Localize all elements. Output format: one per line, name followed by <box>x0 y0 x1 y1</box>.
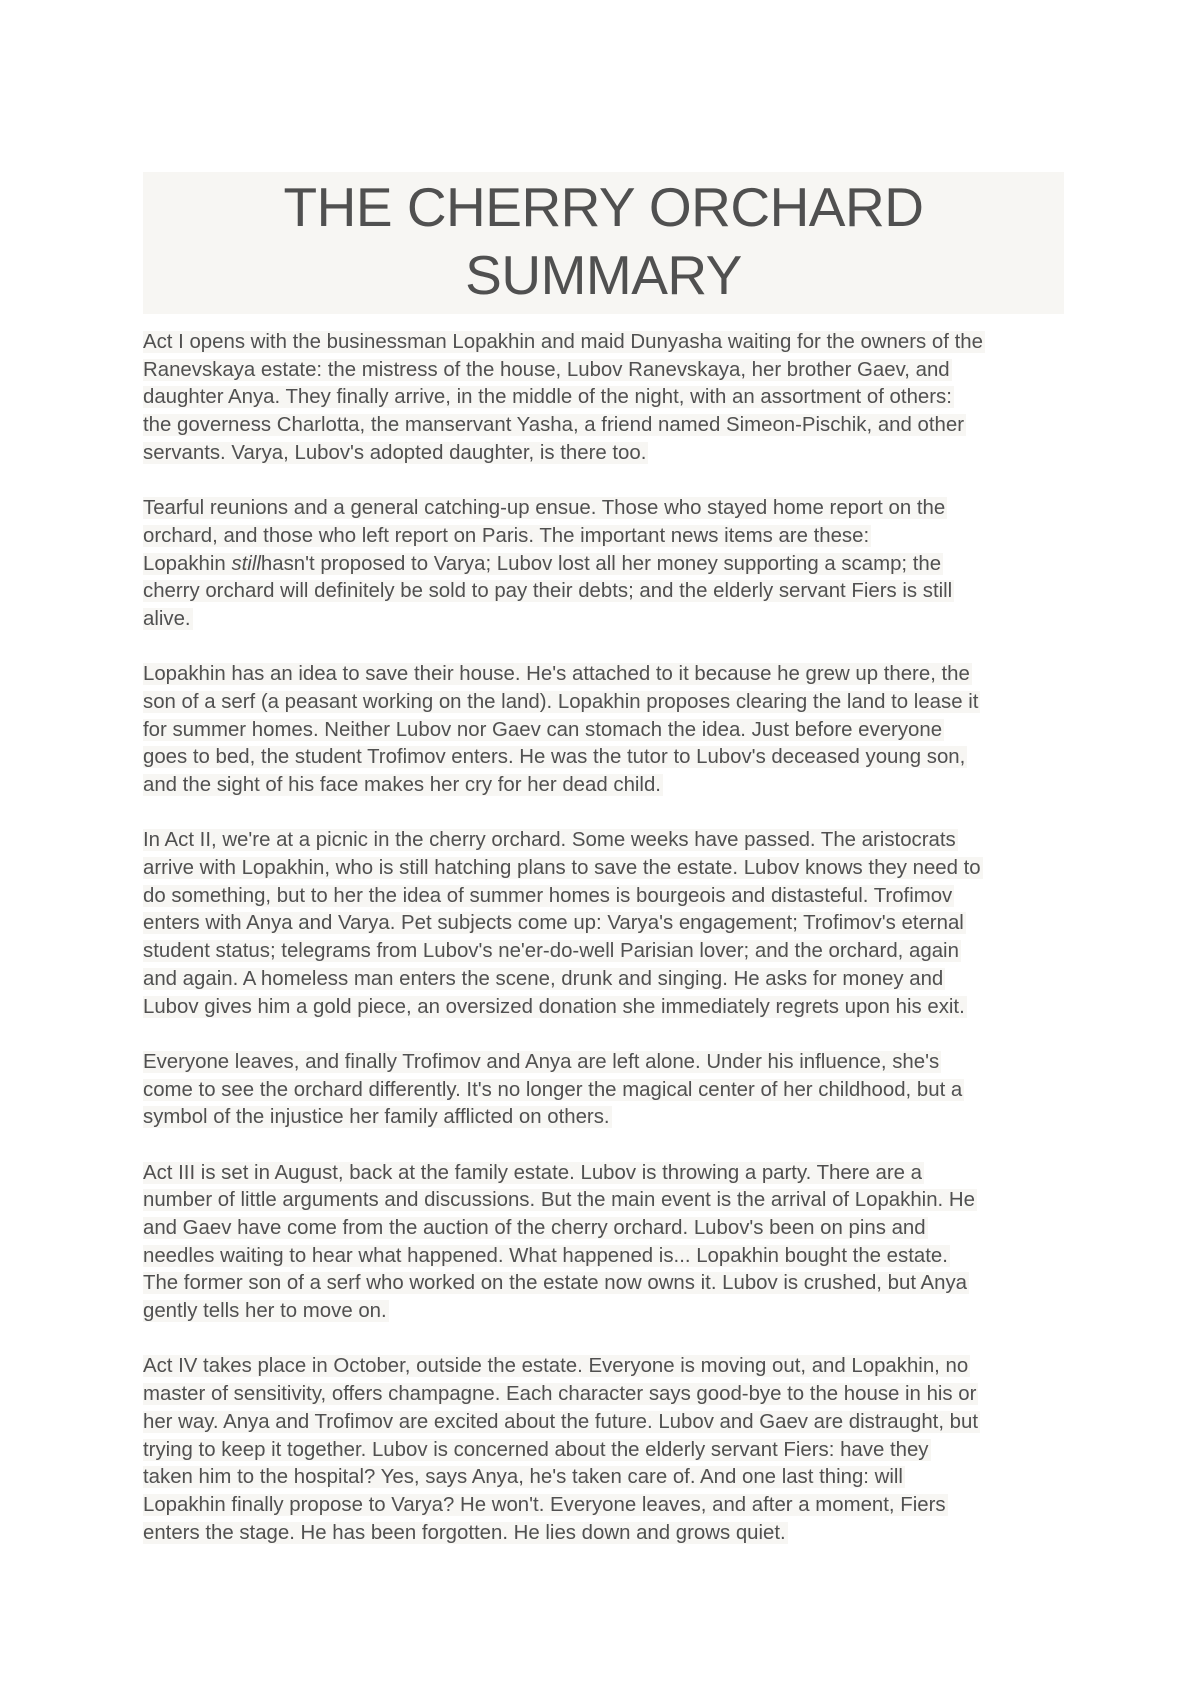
text-line: Tearful reunions and a general catching-up ensue. Those who stayed home report on the <box>143 497 946 520</box>
text-line: Act IV takes place in October, outside the estate. Everyone is moving out, and Lopakhin, no <box>143 1355 969 1378</box>
text-line: and again. A homeless man enters the scene, drunk and singing. He asks for money and <box>143 967 944 990</box>
text-line: Lopakhin has an idea to save their house. He's attached to it because he grew up there, the <box>143 663 970 686</box>
text-line: Everyone leaves, and finally Trofimov and Anya are left alone. Under his influence, she's <box>143 1050 940 1073</box>
text-line: enters with Anya and Varya. Pet subjects come up: Varya's engagement; Trofimov's eternal <box>143 912 964 935</box>
text-line: needles waiting to hear what happened. What happened is... Lopakhin bought the estate. <box>143 1244 948 1267</box>
text-line: enters the stage. He has been forgotten. He lies down and grows quiet. <box>143 1521 786 1544</box>
paragraph-act-4 <box>143 1353 1093 1547</box>
paragraph-trofimov-anya <box>143 1049 1093 1132</box>
text-line: arrive with Lopakhin, who is still hatching plans to save the estate. Lubov knows they need to <box>143 857 981 880</box>
text-line: trying to keep it together. Lubov is concerned about the elderly servant Fiers: have they <box>143 1438 929 1461</box>
text-line <box>143 551 1093 579</box>
title-line-1: THE CHERRY ORCHARD <box>283 176 924 238</box>
paragraph-act-3 <box>143 1160 1093 1326</box>
text-line: student status; telegrams from Lubov's ne'er-do-well Parisian lover; and the orchard, again <box>143 940 959 963</box>
text-line: The former son of a serf who worked on the estate now owns it. Lubov is crushed, but Anya <box>143 1272 967 1295</box>
italic-emphasis: still <box>231 552 261 575</box>
text-line: Ranevskaya estate: the mistress of the house, Lubov Ranevskaya, her brother Gaev, and <box>143 358 950 381</box>
paragraph-act-1 <box>143 329 1093 467</box>
text-line: for summer homes. Neither Lubov nor Gaev can stomach the idea. Just before everyone <box>143 718 943 741</box>
text-line: symbol of the injustice her family afflicted on others. <box>143 1106 610 1129</box>
text-line: Lopakhin finally propose to Varya? He won't. Everyone leaves, and after a moment, Fiers <box>143 1493 946 1516</box>
paragraph-reunions <box>143 495 1093 633</box>
page-title <box>143 172 1064 314</box>
text-segment: Lopakhin <box>143 552 232 575</box>
text-line: gently tells her to move on. <box>143 1300 387 1323</box>
text-line: master of sensitivity, offers champagne. Each character says good-bye to the house in his or <box>143 1383 977 1406</box>
text-line: orchard, and those who left report on Paris. The important news items are these: <box>143 524 870 547</box>
text-line: the governess Charlotta, the manservant Yasha, a friend named Simeon-Pischik, and other <box>143 414 964 437</box>
text-line: cherry orchard will definitely be sold to pay their debts; and the elderly servant Fiers is still <box>143 580 953 603</box>
text-line: servants. Varya, Lubov's adopted daughter, is there too. <box>143 441 647 464</box>
paragraph-lopakhin-idea <box>143 661 1093 799</box>
text-line: her way. Anya and Trofimov are excited about the future. Lubov and Gaev are distraught, but <box>143 1410 979 1433</box>
text-line: In Act II, we're at a picnic in the cherry orchard. Some weeks have passed. The aristocrats <box>143 829 956 852</box>
text-segment: hasn't proposed to Varya; Lubov lost all her money supporting a scamp; the <box>260 552 942 575</box>
text-line: Act I opens with the businessman Lopakhin and maid Dunyasha waiting for the owners of the <box>143 331 983 353</box>
text-line: goes to bed, the student Trofimov enters. He was the tutor to Lubov's deceased young son, <box>143 746 966 769</box>
summary-body <box>143 329 1093 1575</box>
text-line: alive. <box>143 607 191 630</box>
text-line: and Gaev have come from the auction of the cherry orchard. Lubov's been on pins and <box>143 1217 926 1239</box>
text-line: number of little arguments and discussions. But the main event is the arrival of Lopakhin. He <box>143 1189 975 1212</box>
text-line: and the sight of his face makes her cry for her dead child. <box>143 774 661 796</box>
text-line: daughter Anya. They finally arrive, in the middle of the night, with an assortment of others: <box>143 386 952 409</box>
text-line: Lubov gives him a gold piece, an oversized donation she immediately regrets upon his exit. <box>143 995 965 1018</box>
text-line: taken him to the hospital? Yes, says Anya, he's taken care of. And one last thing: will <box>143 1466 903 1489</box>
paragraph-act-2 <box>143 827 1093 1021</box>
text-line: son of a serf (a peasant working on the land). Lopakhin proposes clearing the land to lease it <box>143 690 979 713</box>
text-line: come to see the orchard differently. It's no longer the magical center of her childhood, but a <box>143 1078 963 1101</box>
text-line: do something, but to her the idea of summer homes is bourgeois and distasteful. Trofimov <box>143 884 953 907</box>
text-line: Act III is set in August, back at the family estate. Lubov is throwing a party. There are a <box>143 1161 923 1184</box>
title-line-2: SUMMARY <box>465 244 742 306</box>
